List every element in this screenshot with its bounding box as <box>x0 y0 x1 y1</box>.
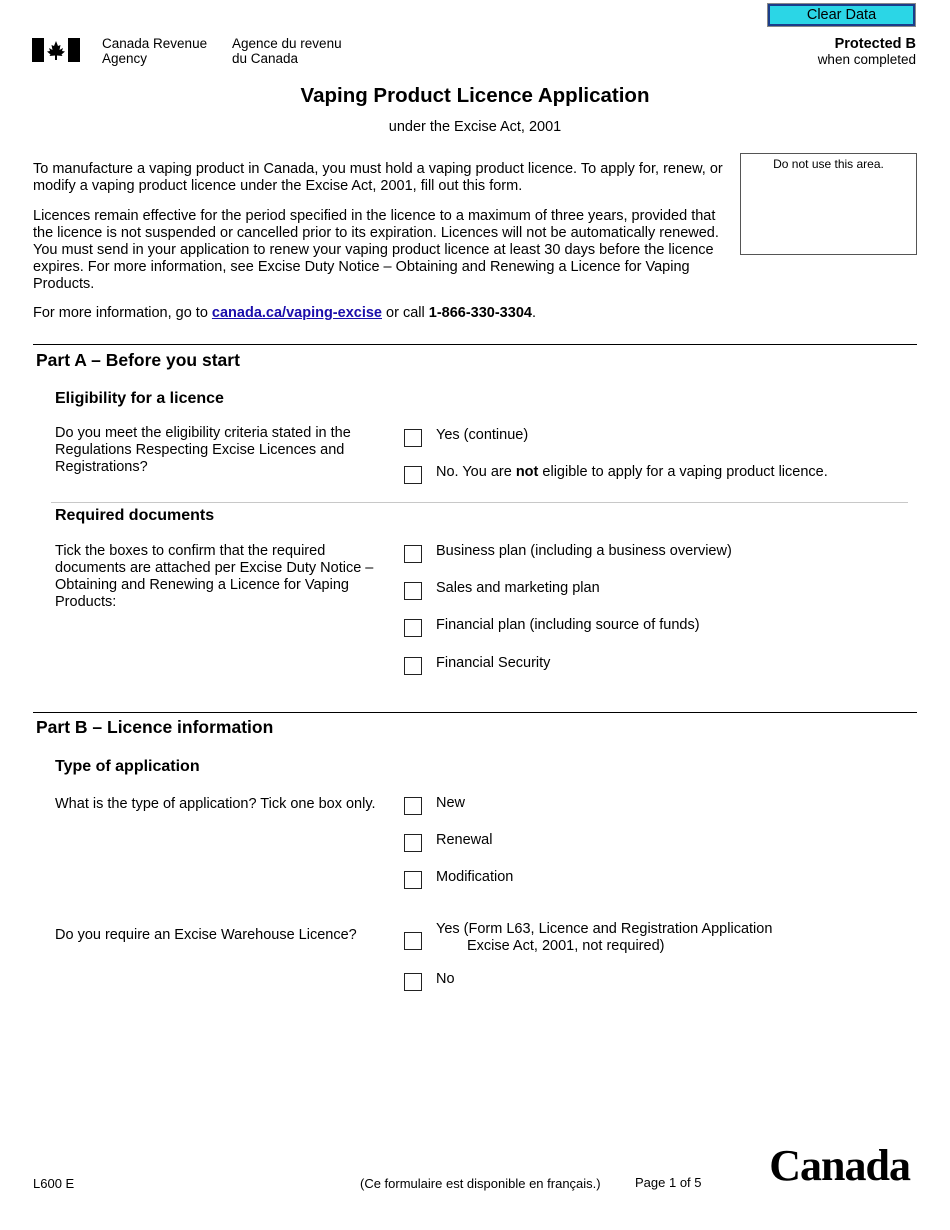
sales-plan-checkbox[interactable] <box>404 582 422 600</box>
form-title: Vaping Product Licence Application <box>300 84 650 107</box>
reserved-area-box: Do not use this area. <box>740 153 917 255</box>
intro-paragraph-3 <box>33 305 733 322</box>
application-type-new-option[interactable] <box>404 795 465 815</box>
required-documents-heading: Required documents <box>55 507 215 524</box>
document-option-business-plan[interactable] <box>404 543 732 563</box>
document-option-financial-plan[interactable] <box>404 617 700 637</box>
phone-number: 1-866-330-3304 <box>428 305 532 321</box>
clear-data-button[interactable]: Clear Data <box>768 4 915 26</box>
form-subtitle: under the Excise Act, 2001 <box>388 119 562 135</box>
eligibility-heading: Eligibility for a licence <box>55 390 224 407</box>
renewal-checkbox[interactable] <box>404 834 422 852</box>
eligibility-no-label: No. You are not eligible to apply for a vaping product licence. <box>436 464 828 480</box>
contact-text: For more information, go to <box>33 305 212 321</box>
canada-wordmark-logo: Canada <box>769 1141 910 1190</box>
financial-security-label: Financial Security <box>436 655 551 671</box>
warehouse-yes-checkbox[interactable] <box>404 932 422 950</box>
protected-b-sub-label: when completed <box>817 52 916 67</box>
agency-name-english: Canada Revenue Agency <box>102 36 208 66</box>
eligibility-yes-label: Yes (continue) <box>436 427 529 443</box>
contact-text-end: . <box>531 305 536 321</box>
excise-warehouse-question: Do you require an Excise Warehouse Licence? <box>55 927 357 943</box>
new-checkbox[interactable] <box>404 797 422 815</box>
new-label: New <box>436 795 466 811</box>
contact-text-middle: or call <box>382 305 429 321</box>
modification-checkbox[interactable] <box>404 871 422 889</box>
eligibility-yes-checkbox[interactable] <box>404 429 422 447</box>
warehouse-no-option[interactable] <box>404 971 455 991</box>
page-number: Page 1 of 5 <box>635 1175 702 1190</box>
intro-paragraph-1: To manufacture a vaping product in Canada, you must hold a vaping product licence. To apply for, renew, or modify a vaping product licence under the Excise Act, 2001, fill out this form. <box>33 161 723 194</box>
intro-paragraph-2-wrap <box>33 208 723 293</box>
eligibility-no-option[interactable] <box>404 464 828 484</box>
financial-security-checkbox[interactable] <box>404 657 422 675</box>
warehouse-yes-label: Yes (Form L63, Licence and Registration Application Excise Act, 2001, not required) <box>436 921 773 954</box>
type-of-application-question: What is the type of application? Tick one box only. <box>55 796 376 812</box>
protected-b-label: Protected B <box>834 36 916 52</box>
modification-label: Modification <box>436 869 514 885</box>
agency-name-french: Agence du revenu du Canada <box>232 36 342 66</box>
warehouse-yes-option[interactable] <box>404 921 772 955</box>
part-b-divider <box>33 712 917 713</box>
financial-plan-label: Financial plan (including source of funds) <box>436 617 700 633</box>
part-a-heading: Part A – Before you start <box>36 350 240 370</box>
intro-text <box>33 161 723 195</box>
form-id: L600 E <box>33 1176 75 1191</box>
intro-paragraph-2: Licences remain effective for the period specified in the licence to a maximum of three years, provided that the licence is not suspended or cancelled prior to its expiration. Licences will not be automatically renewed. You must send in your application to renew your vaping product licence at least 30 days before the licence expires. For more information, see Excise Duty Notice – Obtaining and Renewing a Licence for Vaping Products. <box>33 208 719 292</box>
renewal-label: Renewal <box>436 832 493 848</box>
business-plan-checkbox[interactable] <box>404 545 422 563</box>
vaping-excise-link[interactable]: canada.ca/vaping-excise <box>211 305 382 321</box>
warehouse-no-label: No <box>436 971 455 987</box>
application-type-modification-option[interactable] <box>404 869 513 889</box>
application-type-renewal-option[interactable] <box>404 832 492 852</box>
part-b-heading: Part B – Licence information <box>36 717 274 737</box>
sales-plan-label: Sales and marketing plan <box>436 580 600 596</box>
required-documents-question: Tick the boxes to confirm that the required documents are attached per Excise Duty Notice – Obtaining and Renewing a Licence for Vaping Products: <box>55 543 374 610</box>
type-of-application-heading: Type of application <box>55 758 200 775</box>
french-availability-note: (Ce formulaire est disponible en français.) <box>360 1176 601 1191</box>
eligibility-question: Do you meet the eligibility criteria stated in the Regulations Respecting Excise Licences and Registrations? <box>55 425 351 475</box>
document-option-sales-plan[interactable] <box>404 580 600 600</box>
canada-flag-icon <box>32 38 80 62</box>
financial-plan-checkbox[interactable] <box>404 619 422 637</box>
part-a-divider <box>33 344 917 345</box>
business-plan-label: Business plan (including a business overview) <box>436 543 732 559</box>
eligibility-yes-option[interactable] <box>404 427 528 447</box>
eligibility-divider <box>51 502 908 503</box>
warehouse-no-checkbox[interactable] <box>404 973 422 991</box>
document-option-financial-security[interactable] <box>404 655 550 675</box>
eligibility-no-checkbox[interactable] <box>404 466 422 484</box>
